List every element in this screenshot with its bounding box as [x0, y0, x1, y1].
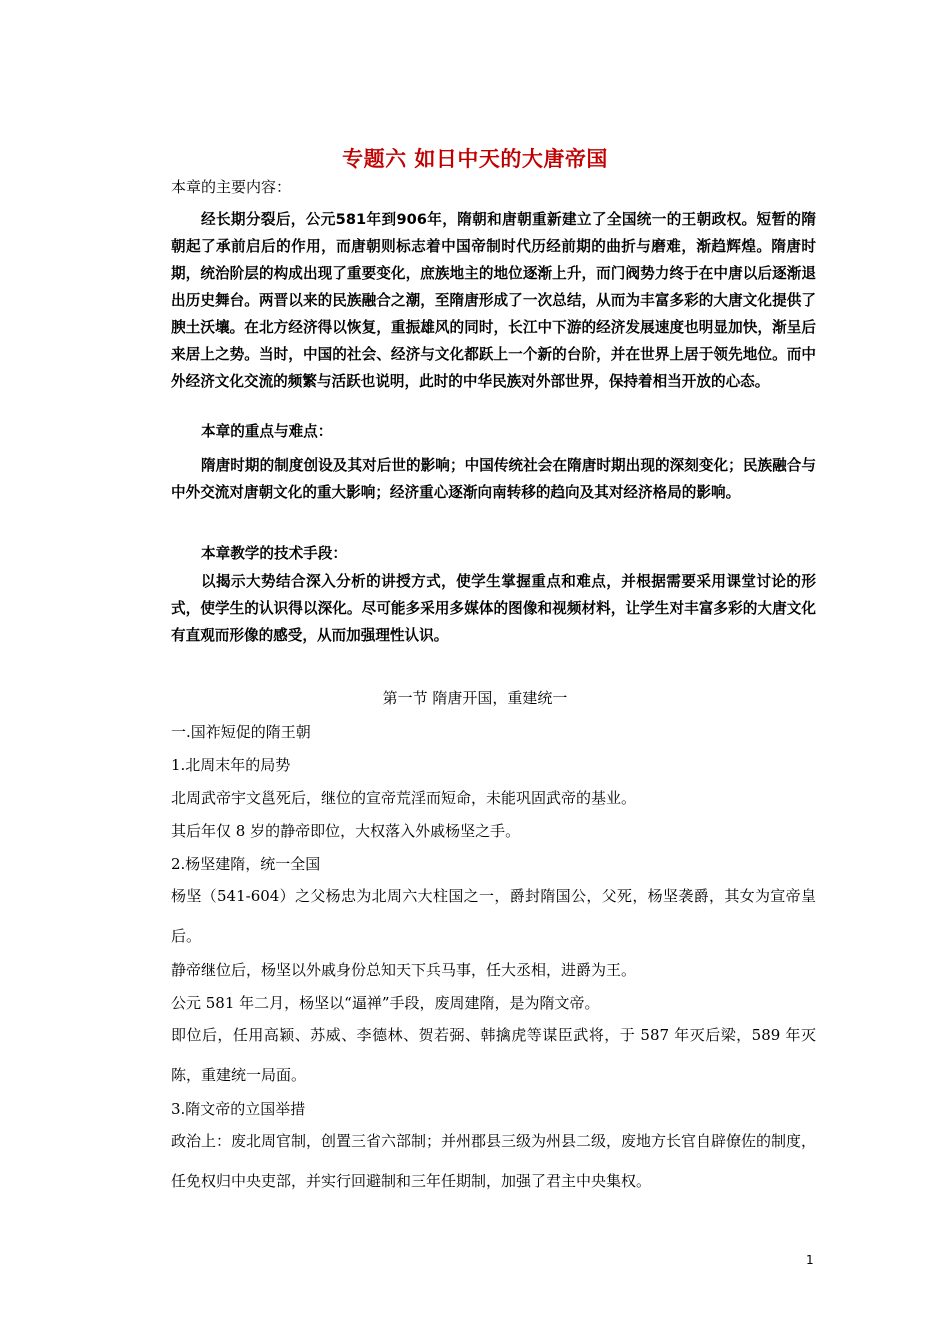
paragraph-s1-1: 北周武帝宇文邕死后，继位的宣帝荒淫而短命，未能巩固武帝的基业。	[171, 789, 637, 807]
chapter-title: 专题六 如日中天的大唐帝国	[342, 147, 608, 171]
paragraph-s1-2: 其后年仅 8 岁的静帝即位，大权落入外戚杨坚之手。	[171, 822, 521, 840]
key-points-heading: 本章的重点与难点：	[201, 423, 333, 440]
section-title: 第一节 隋唐开国，重建统一	[382, 689, 568, 707]
paragraph-s2-2: 静帝继位后，杨坚以外戚身份总知天下兵马事，任大丞相，进爵为王。	[171, 961, 637, 979]
paragraph-s2-4: 即位后，任用高颖、苏威、李德林、贺若弼、韩擒虎等谋臣武将，于 587 年灭后梁，589 年灭陈，重建统一局面。	[171, 1026, 816, 1084]
page-number: 1	[806, 1253, 814, 1267]
outline-heading-1: 一.国祚短促的隋王朝	[171, 723, 311, 741]
subheading-3: 3.隋文帝的立国举措	[171, 1100, 306, 1118]
paragraph-s2-1: 杨坚（541-604）之父杨忠为北周六大柱国之一，爵封隋国公，父死，杨坚袭爵，其女为宣帝皇后。	[171, 887, 816, 945]
teaching-methods-heading: 本章教学的技术手段：	[201, 545, 347, 562]
paragraph-s3-1: 政治上：废北周官制，创置三省六部制；并州郡县三级为州县二级，废地方长官自辟僚佐的制度，任免权归中央吏部，并实行回避制和三年任期制，加强了君主中央集权。	[171, 1132, 817, 1190]
paragraph-s2-3: 公元 581 年二月，杨坚以“逼禅”手段，废周建隋，是为隋文帝。	[171, 994, 600, 1012]
teaching-methods-paragraph: 以揭示大势结合深入分析的讲授方式，使学生掌握重点和难点，并根据需要采用课堂讨论的形式，使学生的认识得以深化。尽可能多采用多媒体的图像和视频材料，让学生对丰富多彩的大唐文化有直观而形像的感受，从而加强理性认识。	[171, 573, 816, 644]
intro-paragraph: 经长期分裂后，公元581年到906年，隋朝和唐朝重新建立了全国统一的王朝政权。短暂的隋朝起了承前启后的作用，而唐朝则标志着中国帝制时代历经前期的曲折与磨难，渐趋辉煌。隋唐时期，统治阶层的构成出现了重要变化，庶族地主的地位逐渐上升，而门阀势力终于在中唐以后逐渐退出历史舞台。两晋以来的民族融合之潮，至隋唐形成了一次总结，从而为丰富多彩的大唐文化提供了腴土沃壤。在北方经济得以恢复，重振雄风的同时，长江中下游的经济发展速度也明显加快，渐呈后来居上之势。当时，中国的社会、经济与文化都跃上一个新的台阶，并在世界上居于领先地位。而中外经济文化交流的频繁与活跃也说明，此时的中华民族对外部世界，保持着相当开放的心态。	[171, 211, 816, 390]
subheading-2: 2.杨坚建隋，统一全国	[171, 855, 321, 873]
intro-label: 本章的主要内容：	[171, 178, 292, 196]
subheading-1: 1.北周末年的局势	[171, 756, 291, 774]
key-points-paragraph: 隋唐时期的制度创设及其对后世的影响；中国传统社会在隋唐时期出现的深刻变化；民族融合与中外交流对唐朝文化的重大影响；经济重心逐渐向南转移的趋向及其对经济格局的影响。	[171, 457, 816, 501]
